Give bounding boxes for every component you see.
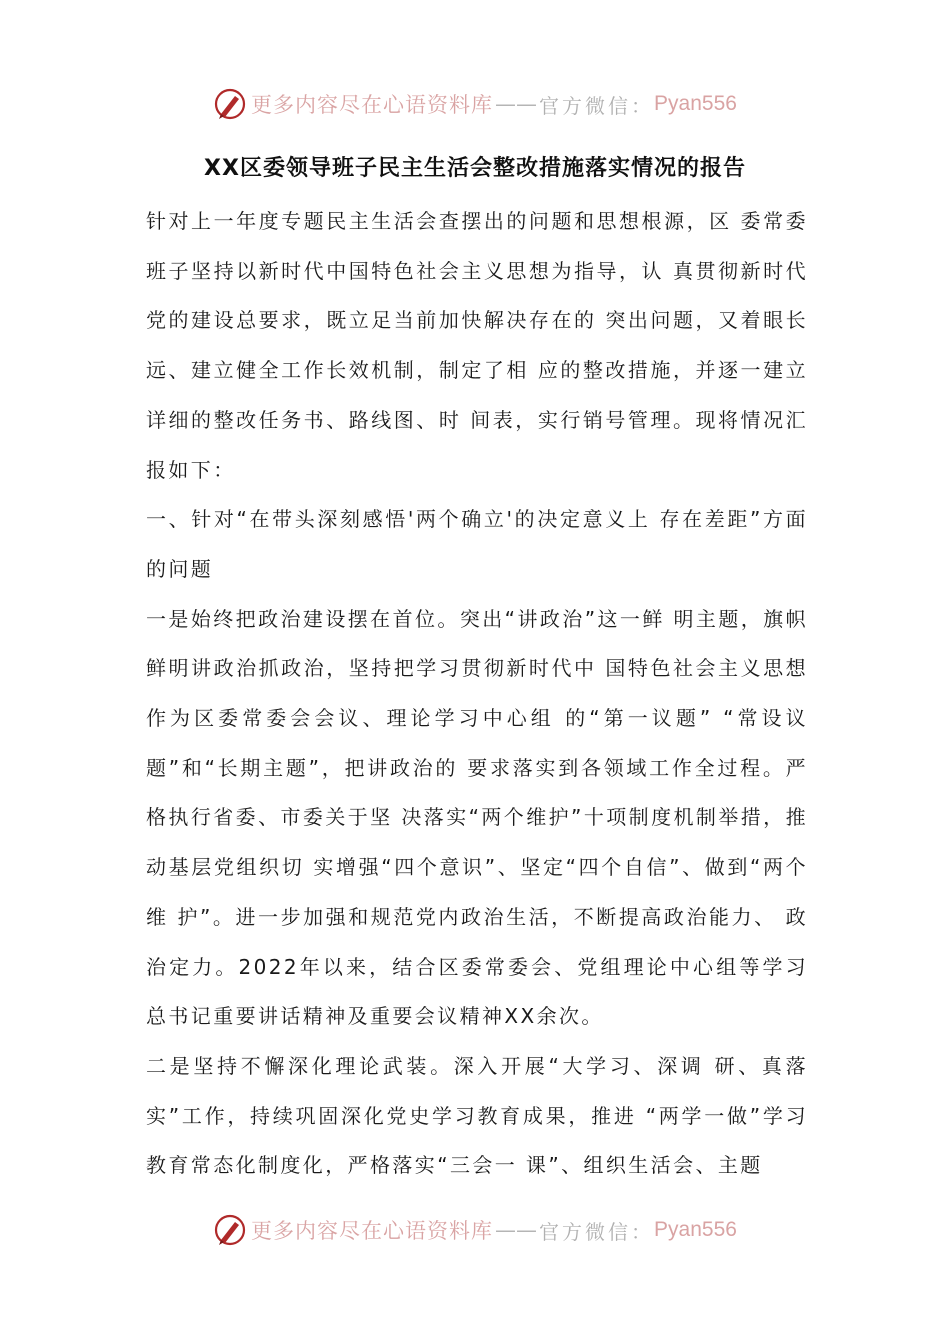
header-watermark-banner [0, 84, 950, 124]
watermark-wechat-id: Pyan556 [654, 92, 737, 115]
watermark-wechat-label: 官方微信： [539, 93, 655, 118]
watermark-wechat-id: Pyan556 [654, 1218, 737, 1241]
document-body [146, 197, 808, 1191]
body-paragraph: 针对上一年度专题民主生活会查摆出的问题和思想根源，区 委常委班子坚持以新时代中国特色社会主义思想为指导，认 真贯彻新时代党的建设总要求，既立足当前加快解决存在的 突出问题，又着眼长远、建立健全工作长效机制，制定了相 应的整改措施，并逐一建立详细的整改任务书、路线图、时 间表，实行销号管理。现将情况汇报如下： [146, 209, 808, 482]
document-title: XX区委领导班子民主生活会整改措施落实情况的报告 [204, 156, 746, 181]
section-heading: 一、针对“在带头深刻感悟'两个确立'的决定意义上 存在差距”方面的问题 [146, 507, 808, 581]
watermark-separator: —— [495, 1218, 538, 1242]
pen-logo-icon [213, 1213, 247, 1247]
body-paragraph: 一是始终把政治建设摆在首位。突出“讲政治”这一鲜 明主题，旗帜鲜明讲政治抓政治，坚持把学习贯彻新时代中 国特色社会主义思想作为区委常委会会议、理论学习中心组 的“第一议题” “常设议题”和“长期主题”，把讲政治的 要求落实到各领域工作全过程。严格执行省委、市委关于坚 决落实“两个维护”十项制度机制举措，推动基层党组织切 实增强“四个意识”、坚定“四个自信”、做到“两个维 护”。进一步加强和规范党内政治生活，不断提高政治能力、 政治定力。2022年以来，结合区委常委会、党组理论中心组等学习总书记重要讲话精神及重要会议精神XX余次。 [146, 606, 808, 1029]
pen-logo-icon [213, 87, 247, 121]
watermark-wechat-label: 官方微信： [539, 1219, 655, 1244]
footer-watermark-banner [0, 1210, 950, 1250]
body-paragraph: 二是坚持不懈深化理论武装。深入开展“大学习、深调 研、真落实”工作，持续巩固深化党史学习教育成果，推进 “两学一做”学习教育常态化制度化，严格落实“三会一 课”、组织生活会、主题 [146, 1053, 808, 1178]
watermark-main-text: 更多内容尽在心语资料库 [251, 93, 494, 117]
watermark-separator: —— [495, 92, 538, 116]
watermark-main-text: 更多内容尽在心语资料库 [251, 1219, 494, 1243]
